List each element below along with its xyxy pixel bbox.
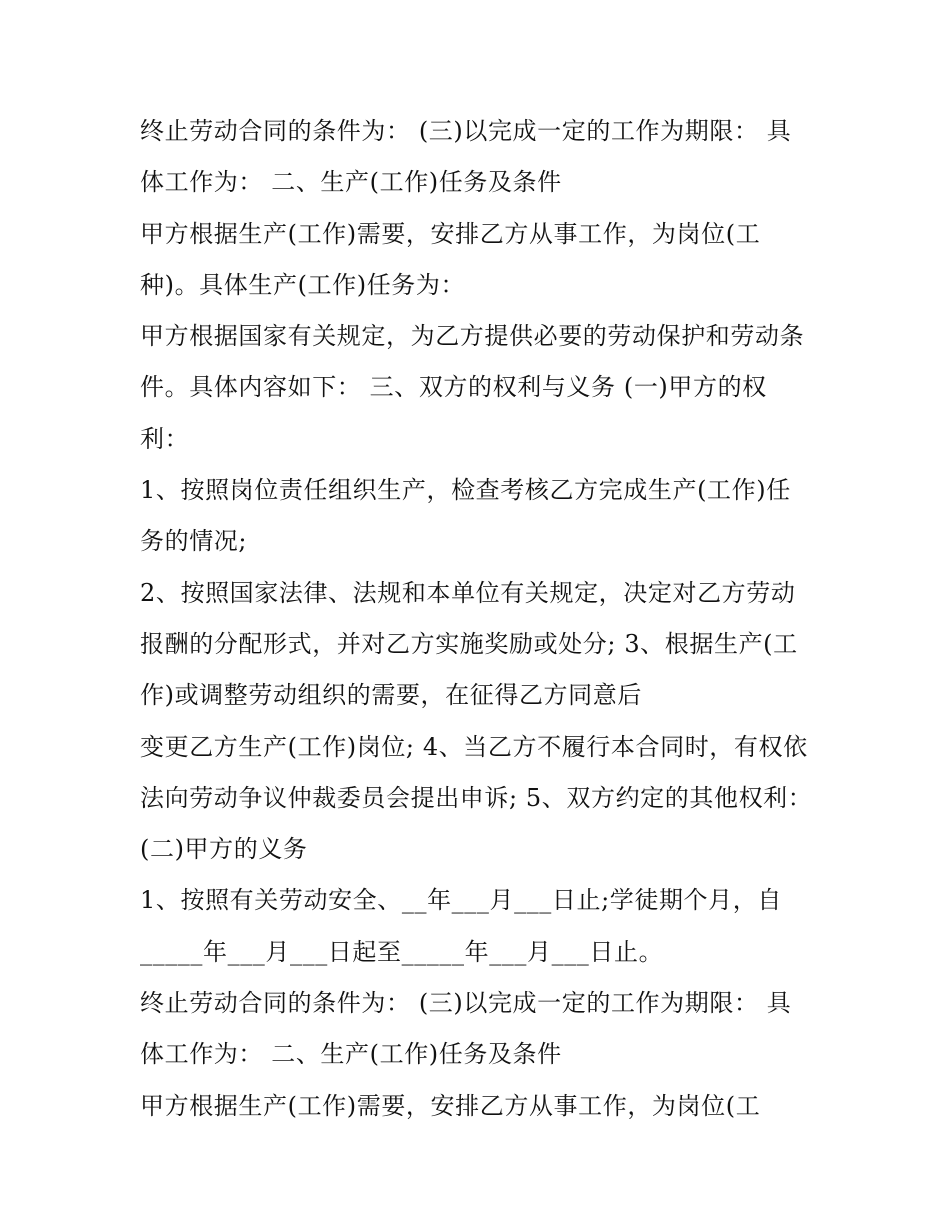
text-line: 种)。具体生产(工作)任务为： bbox=[140, 270, 466, 299]
text-line: 利： bbox=[140, 424, 190, 453]
text-line: 1、按照岗位责任组织生产，检查考核乙方完成生产(工作)任 bbox=[140, 476, 791, 505]
text-line: 务的情况; bbox=[140, 527, 248, 556]
text-line: 2、按照国家法律、法规和本单位有关规定，决定对乙方劳动 bbox=[140, 578, 796, 607]
text-line: 件。具体内容如下： 三、双方的权利与义务 (一)甲方的权 bbox=[140, 373, 767, 402]
text-line: 变更乙方生产(工作)岗位; 4、当乙方不履行本合同时，有权依 bbox=[140, 732, 808, 761]
text-line: 甲方根据国家有关规定，为乙方提供必要的劳动保护和劳动条 bbox=[140, 322, 805, 351]
text-line: 法向劳动争议仲裁委员会提出申诉; 5、双方约定的其他权利： bbox=[140, 783, 813, 812]
document-body bbox=[140, 107, 830, 1133]
text-line: 作)或调整劳动组织的需要，在征得乙方同意后 bbox=[140, 681, 642, 710]
text-line: 终止劳动合同的条件为： (三)以完成一定的工作为期限： 具 bbox=[140, 117, 792, 145]
text-line: 体工作为： 二、生产(工作)任务及条件 bbox=[140, 1040, 562, 1069]
text-line: _____年___月___日起至_____年___月___日止。 bbox=[140, 937, 664, 966]
text-line: 终止劳动合同的条件为： (三)以完成一定的工作为期限： 具 bbox=[140, 989, 792, 1018]
text-line: 报酬的分配形式，并对乙方实施奖励或处分; 3、根据生产(工 bbox=[140, 629, 798, 658]
text-line: 1、按照有关劳动安全、__年___月___日止;学徒期个月，自 bbox=[140, 886, 782, 915]
text-line: (二)甲方的义务 bbox=[140, 835, 308, 864]
text-line: 体工作为： 二、生产(工作)任务及条件 bbox=[140, 168, 562, 197]
text-line: 甲方根据生产(工作)需要，安排乙方从事工作，为岗位(工 bbox=[140, 1091, 761, 1120]
text-line: 甲方根据生产(工作)需要，安排乙方从事工作，为岗位(工 bbox=[140, 219, 761, 248]
